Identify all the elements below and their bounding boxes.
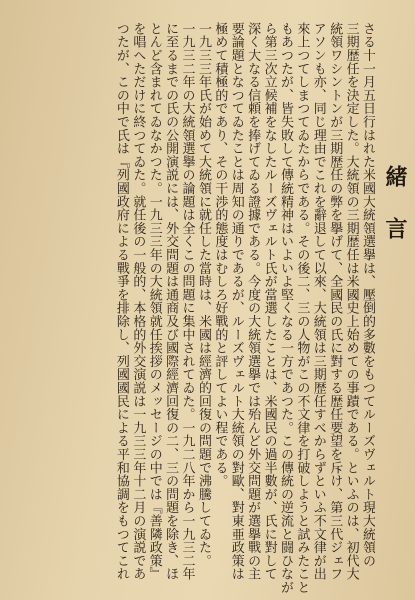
- text-column-11: 一九三三年氏が始めて大統領に就任した當時は、米國は經濟的回復の問題で沸騰してゐた。: [195, 22, 211, 568]
- text-column-12: 一九三二年の大統領選擧の論題は全くこの問題に集中されてゐた。一九二八年から一九三二年: [179, 22, 195, 581]
- text-column-6: もあつたが、皆失敗して傳統精神はいよいよ堅くなる一方であつた。この傳統の逆流と闘ひなが: [277, 22, 293, 594]
- text-column-13: に至るまでの氏の公開演説には、外交問題は通商及び國際經濟回復の二、三の問題を除き、ほ: [163, 22, 179, 581]
- page-title: 緒言: [382, 165, 408, 269]
- text-column-15: を唱へただけに終つてゐた。就任後の一般的、本格的外交演説は一九三三年十二月の演説であ: [130, 22, 146, 581]
- text-column-3: 統領ワシントンが三期歴任の弊を擧げて、全國民の氏に對する歴任要望を斥け、第三代ジェフ: [327, 22, 343, 581]
- text-column-14: とんど含まれてゐなかつた。一九三三年の大統領就任挨拶のメッセージの中では『善隣政策』: [146, 22, 162, 581]
- text-column-10: 極めて積極的であり、その干渉的態度はむしろ好戰的と評してよい程である。: [212, 22, 228, 488]
- text-column-9: 要論題となつてゐたことは周知の通りであるが、ルーズヴェルト大統領の對歐、對東亜政策は: [228, 22, 244, 581]
- text-column-7: ら第三次立候補をなしたルーズヴェルト氏が當選したことは、米國民の過半數が、氏に對して: [261, 22, 277, 581]
- text-column-2: 三期歴任を決定した。大統領の三期歴任は米國史上始めての事蹟である。といふのは、初代大: [343, 22, 359, 581]
- text-column-4: アソンも亦、同じ理由でこれを辭退して以來、大統領は三期歴任すべからずといふ不文律が出: [310, 22, 326, 581]
- text-column-16: つたが、この中で氏は『列國政府による戰爭を排除し、列國國民による平和協調をもつてこれ: [113, 22, 129, 581]
- text-column-5: 來上つてしまつてゐたからである。その後二、三の人物がこの不文律を打破しようと試みたこと: [294, 22, 310, 594]
- text-column-1: さる十一月五日行はれた米國大統領選擧は、壓倒的多數をもつてルーズヴェルト現大統領の: [360, 22, 375, 568]
- text-column-8: 深く大なる信頼を捧げてゐる證據である。今度の大統領選擧では殆んど外交問題が選擧戰の主: [245, 22, 261, 581]
- body-text: [7, 22, 375, 597]
